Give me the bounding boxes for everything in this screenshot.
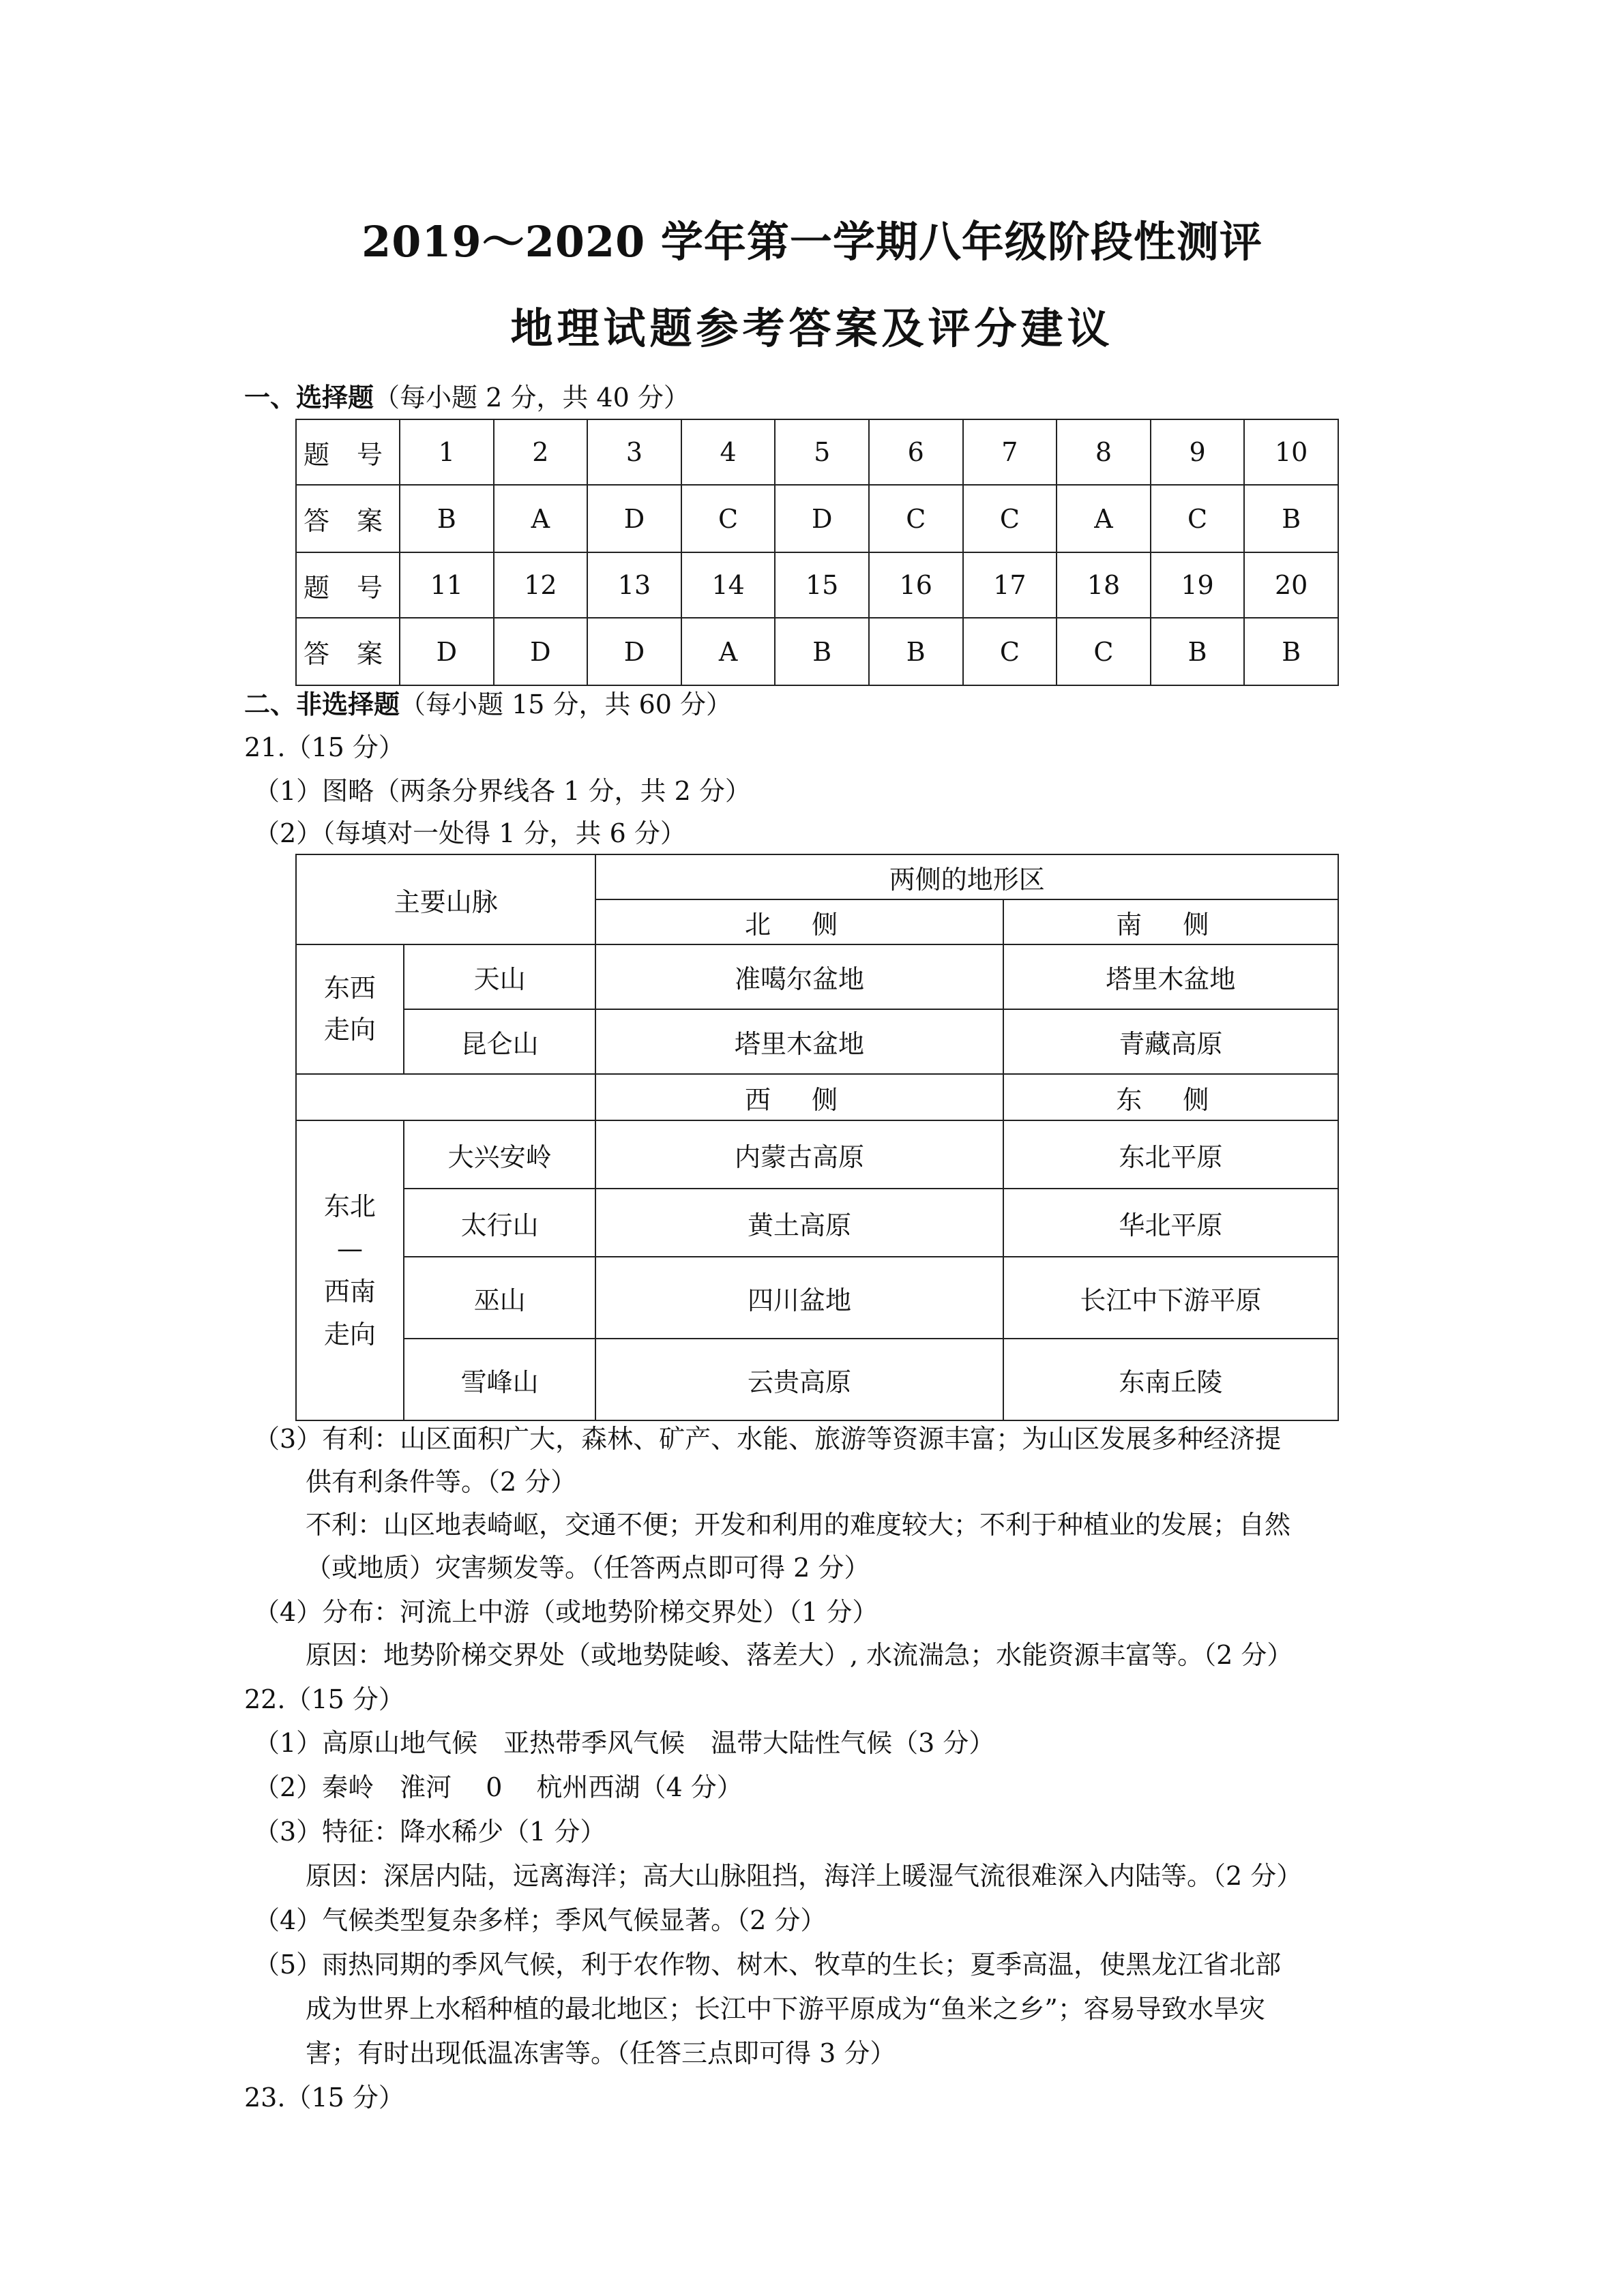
mcq-q: 4 <box>681 419 776 485</box>
table-row <box>296 1009 1338 1074</box>
mcq-a: D <box>400 618 494 685</box>
mcq-q: 2 <box>494 419 588 485</box>
q21-part3-line1: （3）有利：山区面积广大，森林、矿产、水能、旅游等资源丰富；为山区发展多种经济提 <box>254 1424 1282 1454</box>
mountain-name: 昆仑山 <box>404 1009 596 1074</box>
header-west: 西 侧 <box>595 1074 1003 1120</box>
region-side-b: 华北平原 <box>1003 1189 1338 1257</box>
mcq-q: 7 <box>963 419 1057 485</box>
header-east: 东 侧 <box>1003 1074 1338 1120</box>
q22-part3-line1: （3）特征：降水稀少（1 分） <box>254 1817 606 1847</box>
mcq-q: 13 <box>587 552 681 618</box>
mcq-a: B <box>1151 618 1245 685</box>
q22-part5-line3: 害；有时出现低温冻害等。（任答三点即可得 3 分） <box>306 2038 896 2068</box>
mcq-a: C <box>1151 485 1245 552</box>
mcq-q: 6 <box>869 419 963 485</box>
mcq-a: C <box>963 618 1057 685</box>
mcq-row1-answers <box>296 485 1338 552</box>
group-ne-line3: 西南 <box>323 1277 376 1307</box>
mcq-q: 1 <box>400 419 494 485</box>
page-subtitle: 地理试题参考答案及评分建议 <box>510 303 1114 353</box>
mcq-a: C <box>681 485 776 552</box>
region-side-a: 塔里木盆地 <box>595 1009 1003 1074</box>
mcq-a: C <box>963 485 1057 552</box>
mcq-label-question: 题 号 <box>296 419 400 485</box>
header-both-sides: 两侧的地形区 <box>595 854 1338 899</box>
q21-part4-line1: （4）分布：河流上中游（或地势阶梯交界处）（1 分） <box>254 1597 879 1627</box>
q22-heading: 22.（15 分） <box>244 1684 404 1714</box>
table-row <box>296 944 1338 1009</box>
mountain-name: 太行山 <box>404 1189 596 1257</box>
q22-part3-line2: 原因：深居内陆，远离海洋；高大山脉阻挡，海洋上暖湿气流很难深入内陆等。（2 分） <box>306 1861 1303 1891</box>
q21-part3-line3: 不利：山区地表崎岖，交通不便；开发和利用的难度较大；不利于种植业的发展；自然 <box>306 1510 1291 1540</box>
region-side-a: 准噶尔盆地 <box>595 944 1003 1009</box>
table-row <box>296 854 1338 899</box>
q22-part5-line1: （5）雨热同期的季风气候，利于农作物、树木、牧草的生长；夏季高温，使黑龙江省北部 <box>254 1950 1282 1980</box>
mcq-q: 3 <box>587 419 681 485</box>
region-side-b: 东北平原 <box>1003 1120 1338 1189</box>
q22-part2: （2）秦岭 淮河 0 杭州西湖（4 分） <box>254 1772 743 1802</box>
group-east-west <box>296 944 404 1074</box>
mcq-a: B <box>1244 485 1338 552</box>
region-side-a: 黄土高原 <box>595 1189 1003 1257</box>
group-ne-line1: 东北 <box>323 1191 376 1221</box>
mcq-q: 16 <box>869 552 963 618</box>
mcq-q: 8 <box>1057 419 1151 485</box>
mountain-name: 大兴安岭 <box>404 1120 596 1189</box>
region-side-a: 云贵高原 <box>595 1339 1003 1420</box>
q21-part4-line2: 原因：地势阶梯交界处（或地势陡峻、落差大）, 水流湍急；水能资源丰富等。（2 分） <box>306 1640 1293 1670</box>
q21-part3-line2: 供有利条件等。（2 分） <box>306 1467 577 1497</box>
mcq-a: B <box>869 618 963 685</box>
mcq-a: D <box>587 618 681 685</box>
mountain-name: 巫山 <box>404 1257 596 1339</box>
mcq-q: 5 <box>775 419 869 485</box>
mcq-a: B <box>1244 618 1338 685</box>
mcq-q: 10 <box>1244 419 1338 485</box>
mcq-q: 20 <box>1244 552 1338 618</box>
mcq-a: D <box>494 618 588 685</box>
mcq-a: C <box>1057 618 1151 685</box>
section2-heading-line <box>244 689 732 721</box>
section2-heading: 二、非选择题 <box>244 689 400 719</box>
header-main-mountains: 主要山脉 <box>296 854 595 944</box>
mcq-row1-questions <box>296 419 1338 485</box>
mcq-q: 9 <box>1151 419 1245 485</box>
mcq-a: A <box>494 485 588 552</box>
q21-part3-line4: （或地质）灾害频发等。（任答两点即可得 2 分） <box>306 1553 870 1583</box>
q22-part5-line2: 成为世界上水稻种植的最北地区；长江中下游平原成为“鱼米之乡”；容易导致水旱灾 <box>306 1994 1265 2024</box>
mcq-q: 17 <box>963 552 1057 618</box>
mcq-q: 11 <box>400 552 494 618</box>
mcq-answer-table <box>295 419 1339 686</box>
mcq-a: B <box>775 618 869 685</box>
region-side-b: 长江中下游平原 <box>1003 1257 1338 1339</box>
empty-cell <box>296 1074 595 1120</box>
mcq-a: A <box>681 618 776 685</box>
region-side-b: 青藏高原 <box>1003 1009 1338 1074</box>
mountain-name: 雪峰山 <box>404 1339 596 1420</box>
q23-heading: 23.（15 分） <box>244 2083 404 2113</box>
group-northeast-southwest <box>296 1120 404 1420</box>
group-ne-line4: 走向 <box>323 1319 376 1350</box>
mcq-q: 14 <box>681 552 776 618</box>
mountain-name: 天山 <box>404 944 596 1009</box>
mcq-a: A <box>1057 485 1151 552</box>
header-north: 北 侧 <box>595 899 1003 944</box>
group-east-west-label: 东西走向 <box>323 973 376 1045</box>
section1-heading-line <box>244 382 690 414</box>
section2-note: （每小题 15 分，共 60 分） <box>400 689 733 719</box>
mcq-q: 18 <box>1057 552 1151 618</box>
section1-heading: 一、选择题 <box>244 382 374 413</box>
mcq-label-answer: 答 案 <box>296 485 400 552</box>
mcq-label-question: 题 号 <box>296 552 400 618</box>
table-row <box>296 1189 1338 1257</box>
q21-part1: （1）图略（两条分界线各 1 分，共 2 分） <box>254 776 751 806</box>
table-row <box>296 1120 1338 1189</box>
q21-part2: （2）（每填对一处得 1 分，共 6 分） <box>254 818 686 848</box>
mcq-a: C <box>869 485 963 552</box>
region-side-b: 东南丘陵 <box>1003 1339 1338 1420</box>
mcq-q: 12 <box>494 552 588 618</box>
q21-heading: 21.（15 分） <box>244 732 404 762</box>
header-south: 南 侧 <box>1003 899 1338 944</box>
mcq-a: D <box>587 485 681 552</box>
region-side-b: 塔里木盆地 <box>1003 944 1338 1009</box>
section1-note: （每小题 2 分，共 40 分） <box>374 383 690 413</box>
page-title: 2019～2020 学年第一学期八年级阶段性测评 <box>361 217 1263 267</box>
mcq-q: 15 <box>775 552 869 618</box>
group-ne-line2: — <box>336 1234 363 1264</box>
mcq-a: D <box>775 485 869 552</box>
mountain-landform-table <box>295 854 1339 1421</box>
table-row <box>296 1339 1338 1420</box>
q22-part1: （1）高原山地气候 亚热带季风气候 温带大陆性气候（3 分） <box>254 1728 995 1758</box>
mcq-label-answer: 答 案 <box>296 618 400 685</box>
region-side-a: 四川盆地 <box>595 1257 1003 1339</box>
table-row <box>296 1074 1338 1120</box>
table-row <box>296 1257 1338 1339</box>
mcq-row2-answers <box>296 618 1338 685</box>
mcq-q: 19 <box>1151 552 1245 618</box>
mcq-a: B <box>400 485 494 552</box>
q22-part4: （4）气候类型复杂多样；季风气候显著。（2 分） <box>254 1905 827 1935</box>
region-side-a: 内蒙古高原 <box>595 1120 1003 1189</box>
mcq-row2-questions <box>296 552 1338 618</box>
